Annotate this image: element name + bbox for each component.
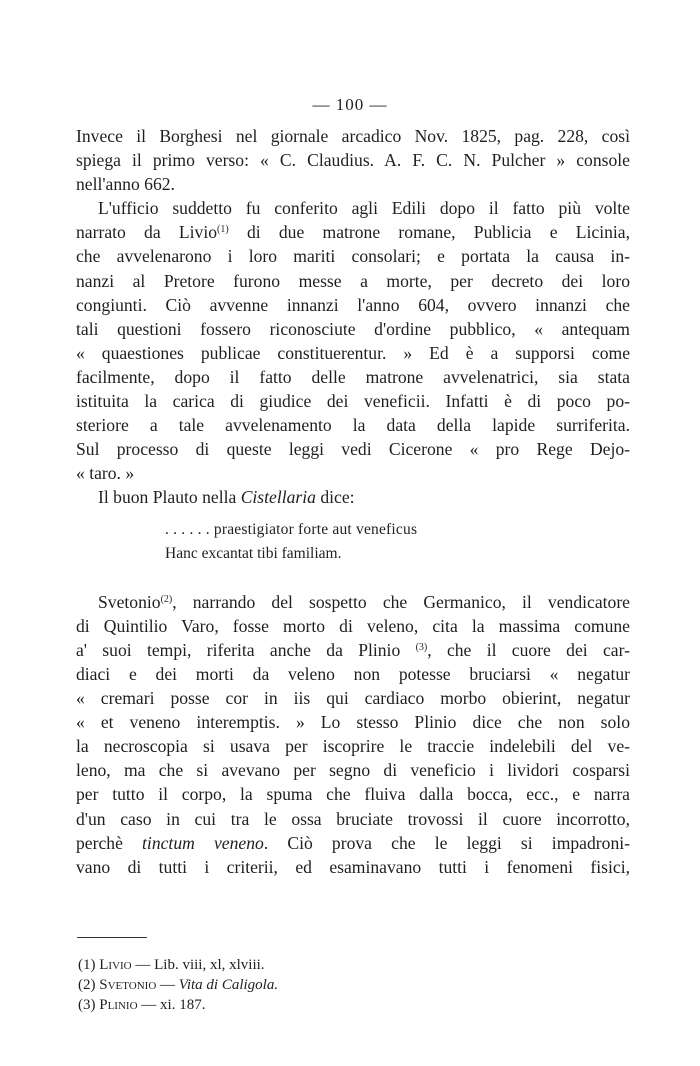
text-line [76, 485, 630, 509]
text-line: « quaestiones publicae constituerentur. » Ed è a supporsi come [76, 342, 630, 363]
text-line: diaci e dei morti da veleno non potesse bruciarsi « negatur [76, 663, 630, 684]
text-segment: a' suoi tempi, riferita anche da Plinio [76, 639, 416, 660]
text-line [76, 590, 630, 614]
footnote-number: (2) [78, 977, 96, 993]
text-line: congiunti. Ciò avvenne innanzi l'anno 604, ovvero innanzi che [76, 294, 630, 315]
text-segment: Il buon Plauto nella [98, 487, 241, 508]
text-line: spiega il primo verso: « C. Claudius. A. F. C. N. Pulcher » console [76, 150, 630, 171]
text-segment: dice: [315, 487, 355, 508]
footnote-reference: Vita di Caligola. [178, 977, 279, 993]
verse-line: . . . . . . praestigiator forte aut veneficus [165, 520, 418, 538]
text-line: d'un caso in cui tra le ossa bruciate trovossi il cuore incorrotto, [76, 808, 630, 829]
latin-phrase: tinctum veneno [142, 832, 264, 853]
text-line: nanzi al Pretore furono messe a morte, per decreto dei loro [76, 270, 630, 291]
body-text [76, 124, 630, 879]
text-line [76, 638, 630, 662]
text-line: steriore a tale avvelenamento la data della lapide surriferita. [76, 415, 630, 436]
text-line: Sul processo di queste leggi vedi Cicerone « pro Rege Dejo- [76, 439, 630, 460]
footnote [78, 955, 498, 975]
text-line: L'ufficio suddetto fu conferito agli Edili dopo il fatto più volte [98, 198, 630, 219]
footnotes [78, 955, 498, 1015]
text-line: tali questioni fossero riconosciute d'ordine pubblico, « antequam [76, 318, 630, 339]
footnote-number: (3) [78, 997, 96, 1013]
text-line: di Quintilio Varo, fosse morto di veleno, cita la massima comune [76, 615, 630, 636]
text-segment: , narrando del sospetto che Germanico, il vendicatore [172, 591, 630, 612]
footnote-author: Plinio [99, 997, 138, 1013]
footnote-separator: — [156, 977, 179, 993]
text-segment: Svetonio [98, 591, 161, 612]
text-segment: perchè [76, 832, 143, 853]
text-line: nell'anno 662. [76, 174, 175, 195]
text-line: Invece il Borghesi nel giornale arcadico Nov. 1825, pag. 228, così [76, 126, 630, 146]
footnote-divider [77, 937, 147, 938]
text-segment: di due matrone romane, Publicia e Licinia, [228, 222, 630, 243]
footnote-ref[interactable]: (2) [160, 593, 173, 605]
footnote-separator: — [131, 957, 155, 973]
text-line: istituita la carica di giudice dei veneficii. Infatti è di poco po- [76, 391, 630, 412]
text-line: leno, ma che si avevano per segno di veneficio i lividori cosparsi [76, 760, 630, 781]
text-line [76, 831, 630, 855]
verse-line: Hanc excantat tibi familiam. [165, 544, 342, 562]
work-title: Cistellaria [240, 487, 316, 508]
page-number: — 100 — [312, 95, 388, 114]
text-line: « taro. » [76, 463, 135, 484]
footnote-author: Svetonio [99, 977, 157, 993]
text-line: che avvelenarono i loro mariti consolari; e portata la causa in- [76, 246, 630, 267]
text-segment: narrato da Livio [76, 222, 218, 243]
text-line: facilmente, dopo il fatto delle matrone avvelenatrici, sia stata [76, 366, 630, 387]
footnote-author: Livio [99, 957, 132, 973]
text-line: la necroscopia si usava per iscoprire le traccie indelebili del ve- [76, 736, 630, 757]
footnote-ref[interactable]: (1) [217, 224, 229, 236]
text-line: « cremari posse cor in iis qui cardiaco morbo obierint, negatur [76, 688, 630, 709]
text-line: vano di tutti i criterii, ed esaminavano tutti i fenomeni fisici, [76, 856, 630, 877]
footnote-reference: Lib. viii, xl, xlviii. [154, 957, 265, 973]
text-segment: , che il cuore dei car- [427, 639, 630, 660]
footnote-ref[interactable]: (3) [415, 641, 428, 653]
footnote-number: (1) [78, 957, 96, 973]
footnote-separator: — [137, 997, 161, 1013]
text-segment: . Ciò prova che le leggi si impadroni- [263, 832, 630, 853]
footnote [78, 995, 498, 1015]
text-line: « et veneno interemptis. » Lo stesso Plinio dice che non solo [76, 712, 630, 733]
text-line [76, 220, 630, 244]
footnote-reference: xi. 187. [160, 997, 206, 1013]
text-line: per tutto il corpo, la spuma che fluiva dalla bocca, ecc., e narra [76, 784, 630, 805]
footnote [78, 975, 498, 995]
